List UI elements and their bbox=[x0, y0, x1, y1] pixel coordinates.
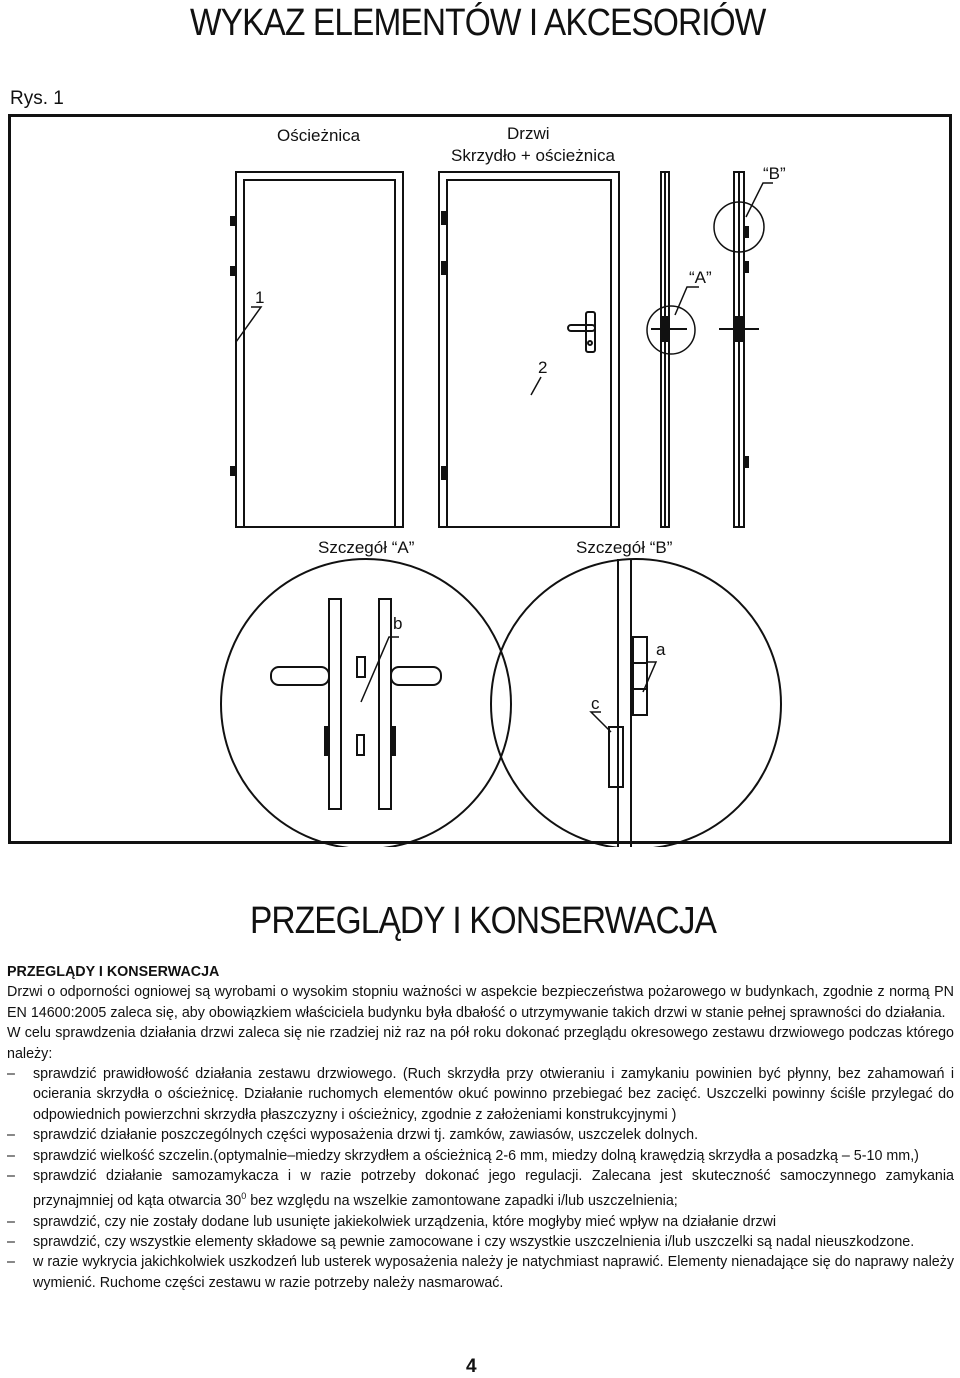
list-item: – sprawdzić prawidłowość działania zestawu drzwiowego. (Ruch skrzydła przy otwieraniu i zamykaniu powinien być płynny, bez zahamowań i ocierania skrzydła o ościeżnicę. Działanie ruchomych elementów okuć powinno przebiegać bez zacięć. Uszczelki powinny ściśle przylegać do odpowiednich powierzchni skrzydła płaszczyzny i ościeżnicy, zgodnie z założeniami konstrukcyjnymi ) bbox=[7, 1066, 954, 1123]
paragraph-2: W celu sprawdzenia działania drzwi zaleca się nie rzadziej niż raz na pół roku dokonać przeglądu okresowego zestawu drzwiowego podczas którego należy: bbox=[7, 1025, 954, 1062]
list-item: – sprawdzić działanie poszczególnych części wyposażenia drzwi tj. zamków, zawiasów, uszczelek dolnych. bbox=[7, 1127, 699, 1144]
side-section-a bbox=[647, 172, 695, 527]
figure-1 bbox=[8, 114, 952, 844]
side-section-b bbox=[714, 172, 764, 527]
detail-b-title: Szczegół “B” bbox=[576, 538, 673, 557]
callout-c: c bbox=[591, 694, 600, 713]
list-item: – w razie wykrycia jakichkolwiek uszkodzeń lub usterek wyposażenia należy je natychmiast naprawić. Elementy nienadające się do naprawy należy wymienić. Ruchome części zestawu w razie potrzeby należy nasmarować. bbox=[7, 1254, 954, 1291]
callout-B: “B” bbox=[763, 164, 786, 183]
section-heading: PRZEGLĄDY I KONSERWACJA bbox=[7, 964, 220, 980]
section-body bbox=[7, 962, 954, 1293]
callout-2: 2 bbox=[538, 358, 548, 377]
leader-lines bbox=[236, 183, 773, 732]
list-item: – sprawdzić, czy wszystkie elementy składowe są pewnie zamocowane i czy wszystkie uszczelnienia i/lub uszczelki są nadal nieuszkodzone. bbox=[7, 1234, 915, 1251]
list-item: – sprawdzić działanie samozamykacza i w razie potrzeby dokonać jego regulacji. Zalecana jest skuteczność samoczynnego zamykania przynajmniej od kąta otwarcia $30^0$ bez względu na wszelkie zamontowane zapadki i/lub uszczelnienia; bbox=[7, 1168, 954, 1210]
callout-a: a bbox=[656, 640, 666, 659]
callout-A: “A” bbox=[689, 268, 712, 287]
checklist bbox=[7, 1064, 954, 1293]
paragraph-1: Drzwi o odporności ogniowej są wyrobami o wysokim stopniu ważności w aspekcie bezpieczeństwa pożarowego w budynkach, zgodnie z normą PN EN 14600:2005 zaleca się, aby obowiązkiem właściciela budynku była dbałość o utrzymywanie takich drzwi w stanie pełnej sprawności do działania. bbox=[7, 984, 954, 1021]
label-door: Drzwi bbox=[507, 124, 550, 143]
door-diagram bbox=[11, 117, 955, 847]
callout-b: b bbox=[393, 614, 403, 633]
detail-b-drawing bbox=[491, 559, 781, 847]
section-title: PRZEGLĄDY I KONSERWACJA bbox=[250, 900, 717, 942]
page-title: WYKAZ ELEMENTÓW I AKCESORIÓW bbox=[190, 2, 766, 44]
label-frame: Ościeżnica bbox=[277, 126, 361, 145]
list-item: – sprawdzić wielkość szczelin.(optymalnie–miedzy skrzydłem a ościeżnicą 2-6 mm, miedzy dolną krawędzią skrzydła a posadzką – 5-10 mm,) bbox=[7, 1147, 919, 1164]
door-drawing bbox=[439, 172, 619, 527]
figure-reference: Rys. 1 bbox=[10, 88, 64, 109]
detail-a-title: Szczegół “A” bbox=[318, 538, 415, 557]
callout-1: 1 bbox=[255, 288, 265, 307]
page-number: 4 bbox=[466, 1356, 477, 1377]
list-item: – sprawdzić, czy nie zostały dodane lub usunięte jakiekolwiek urządzenia, które mogłyby mieć wpływ na działanie drzwi bbox=[7, 1213, 776, 1230]
label-door-sub: Skrzydło + ościeżnica bbox=[451, 146, 615, 165]
detail-a-drawing bbox=[221, 559, 511, 847]
frame-drawing bbox=[231, 172, 403, 527]
